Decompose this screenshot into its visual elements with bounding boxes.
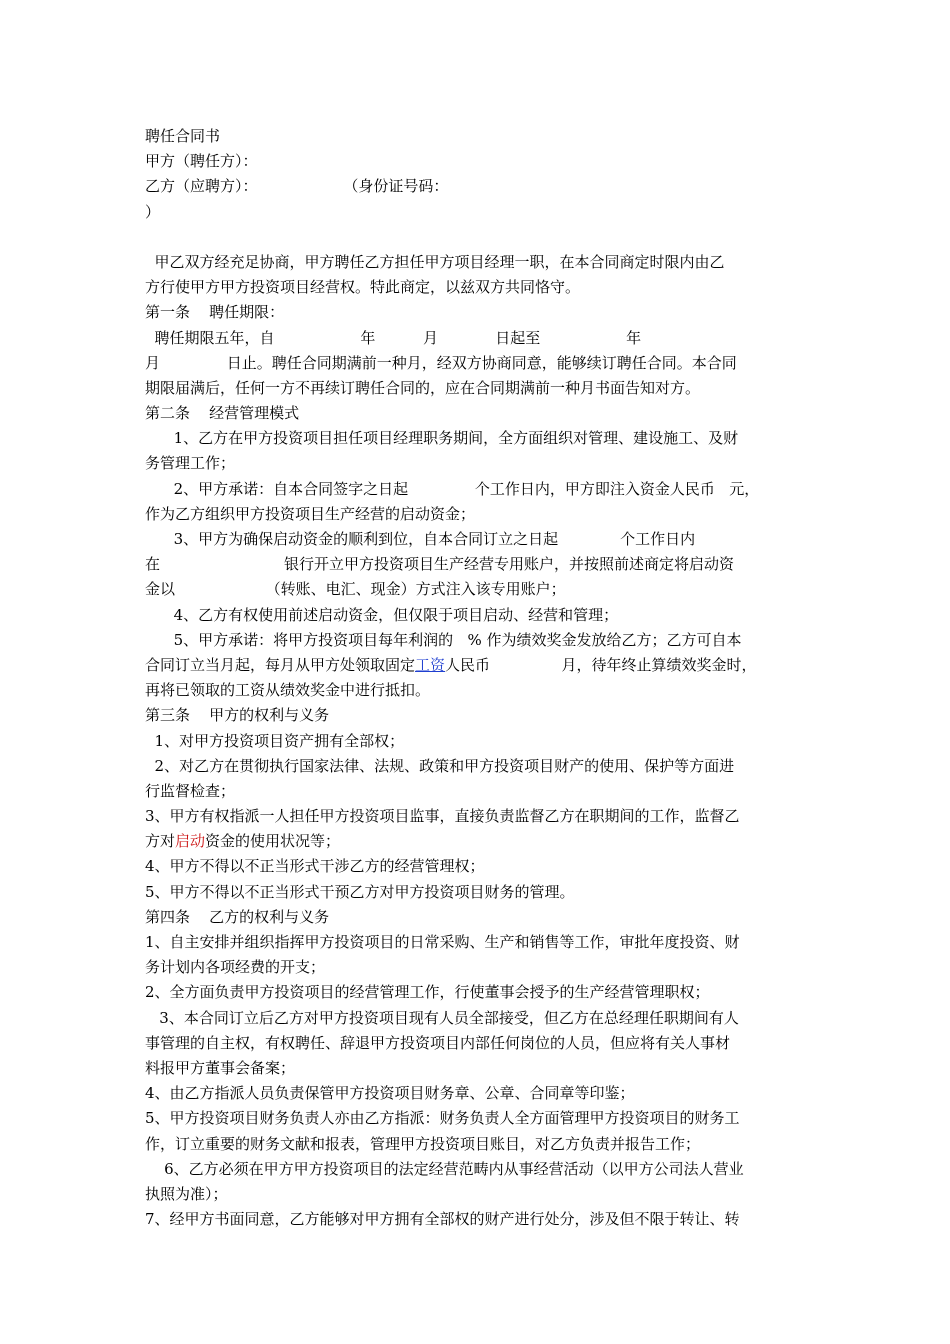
- article-3-title: 第三条 甲方的权利与义务: [145, 706, 330, 725]
- article-2-line: 在 银行开立甲方投资项目生产经营专用账户，并按照前述商定将启动资: [145, 555, 734, 574]
- article-2-line: 务管理工作；: [145, 454, 236, 473]
- article-4-line: 1、自主安排并组织指挥甲方投资项目的日常采购、生产和销售等工作，审批年度投资、财: [145, 933, 740, 951]
- salary-link[interactable]: 工资: [415, 655, 446, 674]
- article-4-line: 2、全方面负责甲方投资项目的经营管理工作，行使董事会授予的生产经营管理职权；: [145, 983, 710, 1002]
- article-4-line: 4、由乙方指派人员负责保管甲方投资项目财务章、公章、合同章等印鉴；: [145, 1084, 635, 1103]
- article-3-line: 3、甲方有权指派一人担任甲方投资项目监事，直接负责监督乙方在职期间的工作，监督乙: [145, 807, 740, 826]
- article-3-line: 2、对乙方在贯彻执行国家法律、法规、政策和甲方投资项目财产的使用、保护等方面进: [145, 756, 735, 775]
- article-2-line: 2、甲方承诺：自本合同签字之日起 个工作日内，甲方即注入资金人民币 元，: [145, 479, 760, 498]
- article-1-title: 第一条 聘任期限：: [145, 303, 285, 322]
- document-title: 聘任合同书: [145, 127, 221, 145]
- article-4-line: 料报甲方董事会备案；: [145, 1058, 296, 1077]
- article-2-line: 3、甲方为确保启动资金的顺利到位，自本合同订立之日起 个工作日内: [145, 530, 696, 548]
- blank-line: [145, 225, 813, 250]
- article-1-line: 月 日止。聘任合同期满前一种月，经双方协商同意，能够续订聘任合同。本合同: [145, 353, 737, 372]
- article-2-item-5-line: [145, 653, 813, 678]
- article-4-line: 作，订立重要的财务文献和报表，管理甲方投资项目账目，对乙方负责并报告工作；: [145, 1134, 701, 1153]
- contract-document: [145, 124, 813, 1232]
- article-2-item-5-line: 5、甲方承诺：将甲方投资项目每年利润的 % 作为绩效奖金发放给乙方；乙方可自本: [145, 630, 742, 649]
- article-2-line: 作为乙方组织甲方投资项目生产经营的启动资金；: [145, 504, 476, 523]
- article-3-line: 1、对甲方投资项目资产拥有全部权；: [145, 731, 405, 750]
- article-1-line: 聘任期限五年，自 年 月 日起至 年: [145, 328, 642, 347]
- article-2-line: 4、乙方有权使用前述启动资金，但仅限于项目启动、经营和管理；: [145, 605, 619, 624]
- article-4-title: 第四条 乙方的权利与义务: [145, 907, 330, 926]
- id-number-close: ）: [145, 202, 161, 221]
- article-2-item-5-line: 再将已领取的工资从绩效奖金中进行抵扣。: [145, 681, 431, 700]
- text-segment: 人民币 月，待年终止算绩效奖金时，: [445, 655, 757, 674]
- article-4-line: 3、本合同订立后乙方对甲方投资项目现有人员全部接受，但乙方在总经理任职期间有人: [145, 1008, 739, 1027]
- article-4-line: 6、乙方必须在甲方甲方投资项目的法定经营范畴内从事经营活动（以甲方公司法人营业: [145, 1159, 744, 1178]
- article-4-line: 执照为准）；: [145, 1184, 228, 1203]
- highlighted-text: 启动: [175, 832, 206, 851]
- text-segment: 资金的使用状况等；: [205, 832, 341, 851]
- article-4-line: 事管理的自主权，有权聘任、辞退甲方投资项目内部任何岗位的人员，但应将有关人事材: [145, 1033, 731, 1052]
- article-3-line: 行监督检查；: [145, 781, 236, 800]
- intro-line: 方行使甲方甲方投资项目经营权。特此商定，以兹双方共同恪守。: [145, 278, 581, 297]
- article-1-line: 期限届满后，任何一方不再续订聘任合同的，应在合同期满前一种月书面告知对方。: [145, 378, 701, 397]
- article-2-line: 1、乙方在甲方投资项目担任项目经理职务期间，全方面组织对管理、建设施工、及财: [145, 429, 739, 448]
- party-a-line: 甲方（聘任方）：: [145, 152, 258, 171]
- article-3-line: [145, 829, 813, 854]
- article-4-line: 7、经甲方书面同意，乙方能够对甲方拥有全部权的财产进行处分，涉及但不限于转让、转: [145, 1210, 740, 1229]
- article-3-line: 4、甲方不得以不正当形式干涉乙方的经营管理权；: [145, 857, 485, 876]
- article-3-line: 5、甲方不得以不正当形式干预乙方对甲方投资项目财务的管理。: [145, 882, 575, 901]
- party-b-line: 乙方（应聘方）： （身份证号码：: [145, 177, 449, 196]
- text-segment: 方对: [145, 832, 176, 851]
- article-2-title: 第二条 经营管理模式: [145, 404, 300, 423]
- article-2-line: 金以 （转账、电汇、现金）方式注入该专用账户；: [145, 580, 566, 599]
- intro-line: 甲乙双方经充足协商，甲方聘任乙方担任甲方项目经理一职，在本合同商定时限内由乙: [145, 252, 725, 271]
- article-4-line: 5、甲方投资项目财务负责人亦由乙方指派：财务负责人全方面管理甲方投资项目的财务工: [145, 1109, 740, 1128]
- article-4-line: 务计划内各项经费的开支；: [145, 958, 326, 977]
- text-segment: 合同订立当月起，每月从甲方处领取固定: [145, 655, 416, 674]
